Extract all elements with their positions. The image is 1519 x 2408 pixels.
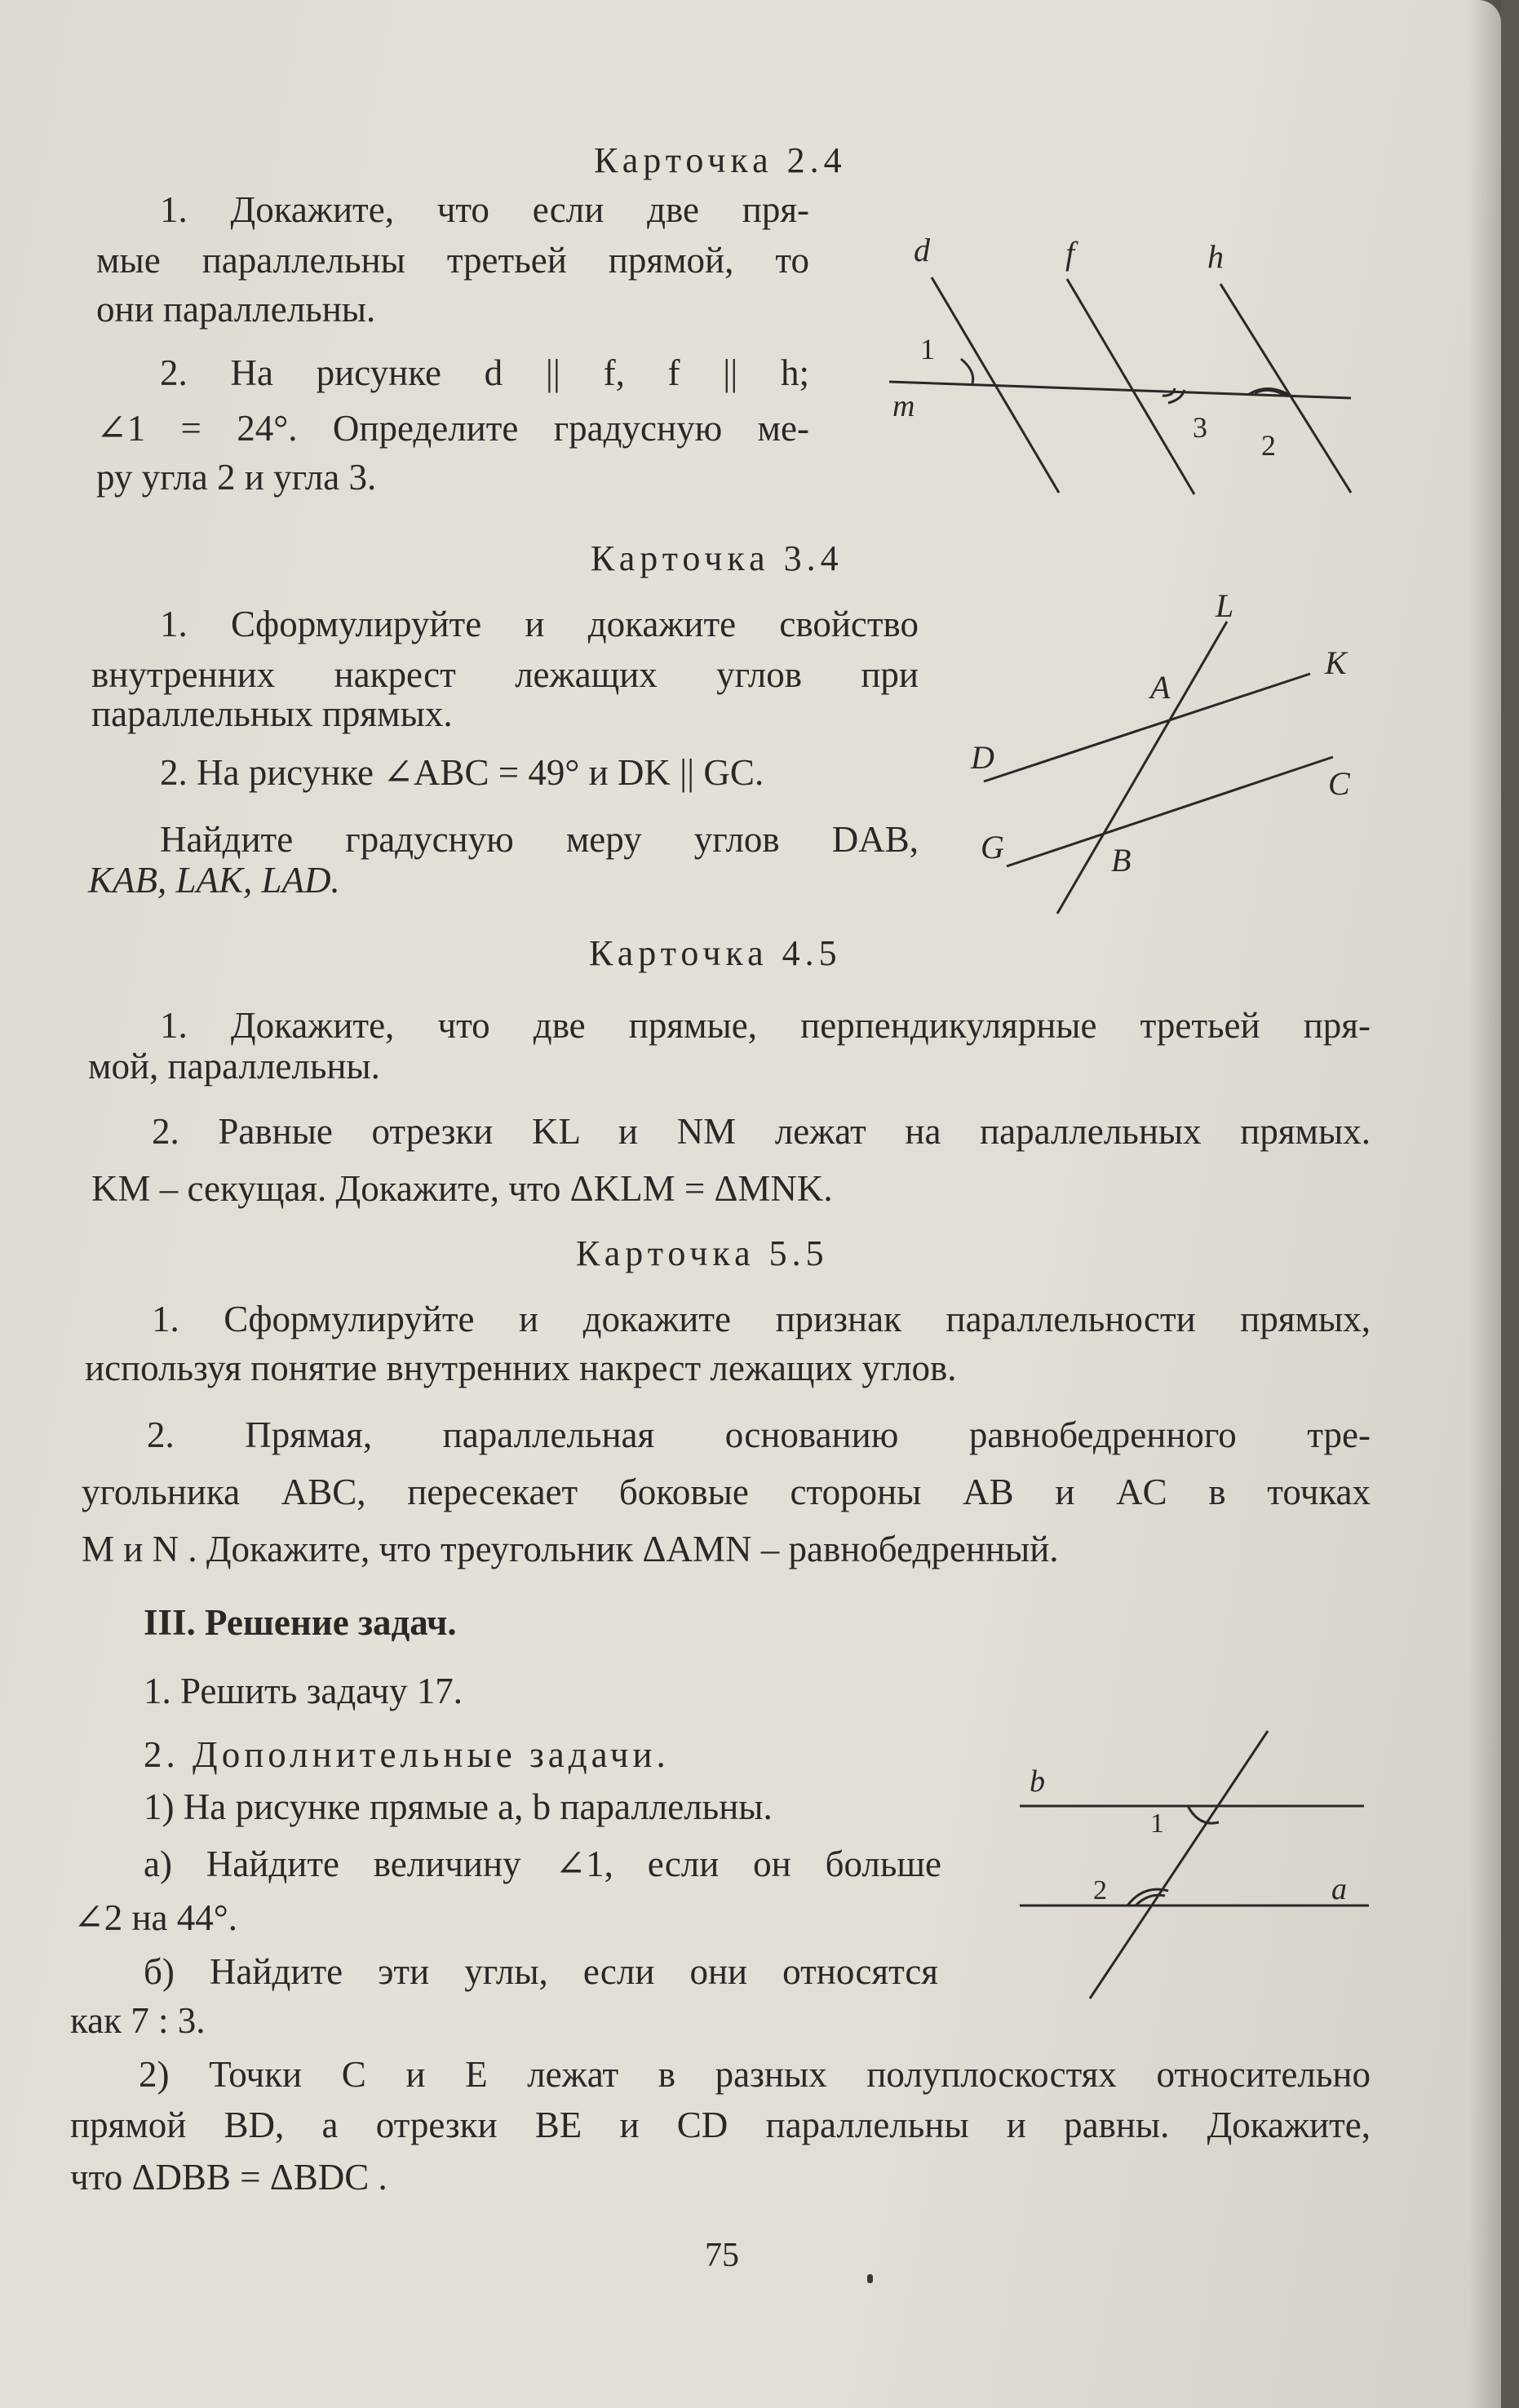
card-2-4-task1-line3: они параллельны. [96, 289, 376, 330]
label-f: f [1065, 237, 1075, 272]
card-5-5-task1-line1: 1. Сформулируйте и докажите признак параллельности прямых, [152, 1299, 1371, 1339]
label-K: K [1325, 644, 1347, 681]
card-2-4-task2-line2: ∠1 = 24°. Определите градусную ме- [96, 408, 809, 449]
label-C: C [1328, 765, 1350, 802]
section-3-item1: 1. Решить задачу 17. [144, 1671, 463, 1711]
card-3-4-title: Карточка 3.4 [591, 538, 844, 578]
card-3-4-task2-line2: Найдите градусную меру углов DAB, [160, 819, 919, 860]
section-3-problem2-line3: что ΔDBB = ΔBDC . [70, 2157, 388, 2198]
label-L: L [1216, 589, 1234, 624]
label-angle-3: 3 [1193, 411, 1207, 444]
section-3-problem1: 1) На рисунке прямые a, b параллельны. [144, 1786, 773, 1827]
line-dk [984, 674, 1310, 781]
section-3-item2: 2. Дополнительные задачи. [144, 1734, 670, 1775]
section-3-problem2-line2: прямой BD, а отрезки BE и CD параллельны и равны. Докажите, [70, 2105, 1371, 2145]
card-4-5-task2-line2: KM – секущая. Докажите, что ΔKLM = ΔMNK. [91, 1168, 833, 1209]
label-A: A [1150, 669, 1171, 706]
line-transversal [1090, 1731, 1268, 1999]
figure-parallel-lines-dfh [881, 237, 1371, 518]
label-h: h [1207, 238, 1224, 275]
line-f [1067, 279, 1194, 494]
card-3-4-task2-line1: 2. На рисунке ∠ABC = 49° и DK || GC. [160, 752, 764, 793]
card-5-5-task2-line2: угольника ABC, пересекает боковые стороны AB и AC в точках [82, 1472, 1371, 1512]
section-3-title: III. Решение задач. [144, 1602, 457, 1643]
line-h [1220, 284, 1351, 493]
section-3-problem2-line1: 2) Точки C и E лежат в разных полуплоскостях относительно [139, 2054, 1371, 2095]
card-3-4-task1-line3: параллельных прямых. [91, 693, 453, 734]
angle-1-arc [1188, 1806, 1219, 1823]
card-2-4-title: Карточка 2.4 [594, 140, 847, 180]
section-3-problem1b-line2: как 7 : 3. [70, 2000, 206, 2041]
label-G: G [981, 829, 1004, 865]
label-D: D [971, 739, 994, 776]
label-d: d [914, 237, 930, 268]
line-m [889, 382, 1351, 398]
card-3-4-task2-line3: KAB, LAK, LAD. [88, 860, 340, 901]
line-gc [1007, 757, 1333, 866]
card-5-5-task1-line2: используя понятие внутренних накрест лежащих углов. [85, 1348, 957, 1388]
label-angle-1: 1 [1150, 1808, 1164, 1839]
card-2-4-task2-line1: 2. На рисунке d || f, f || h; [160, 352, 809, 393]
section-3-problem1a-line1: а) Найдите величину ∠1, если он больше [144, 1844, 941, 1884]
section-3-problem1b-line1: б) Найдите эти углы, если они относятся [144, 1951, 938, 1992]
card-5-5-task2-line3: M и N . Докажите, что треугольник ΔAMN – равнобедренный. [82, 1529, 1059, 1569]
label-m: m [892, 389, 915, 423]
card-5-5-title: Карточка 5.5 [576, 1233, 829, 1273]
card-2-4-task1-line2: мые параллельны третьей прямой, то [96, 240, 809, 281]
angle-1-arc [961, 359, 973, 383]
card-4-5-title: Карточка 4.5 [589, 933, 842, 973]
card-4-5-task2-line1: 2. Равные отрезки KL и NM лежат на параллельных прямых. [152, 1111, 1371, 1152]
card-3-4-task1-line1: 1. Сформулируйте и докажите свойство [160, 604, 919, 644]
ink-mark [867, 2274, 873, 2283]
card-2-4-task1-line1: 1. Докажите, что если две пря- [160, 189, 809, 230]
card-4-5-task1-line1: 1. Докажите, что две прямые, перпендикулярные третьей пря- [160, 1005, 1371, 1046]
label-B: B [1111, 842, 1132, 879]
line-lb [1057, 622, 1227, 914]
label-b: b [1030, 1764, 1045, 1799]
page-number: 75 [705, 2237, 739, 2274]
card-5-5-task2-line1: 2. Прямая, параллельная основанию равнобедренного тре- [147, 1414, 1371, 1455]
figure-parallel-lines-ab [1005, 1721, 1380, 2011]
label-a: a [1331, 1872, 1347, 1906]
label-angle-2: 2 [1261, 429, 1276, 462]
card-4-5-task1-line2: мой, параллельны. [88, 1046, 380, 1087]
angle-2-arc-inner [1136, 1895, 1165, 1906]
figure-transversal-abc [959, 589, 1384, 936]
card-2-4-task2-line3: ру угла 2 и угла 3. [96, 457, 377, 498]
section-3-problem1a-line2: ∠2 на 44°. [73, 1897, 238, 1938]
label-angle-1: 1 [920, 333, 935, 365]
label-angle-2: 2 [1093, 1875, 1107, 1906]
page-edge-shadow [1468, 0, 1501, 2408]
card-3-4-task1-line2: внутренних накрест лежащих углов при [91, 654, 919, 695]
